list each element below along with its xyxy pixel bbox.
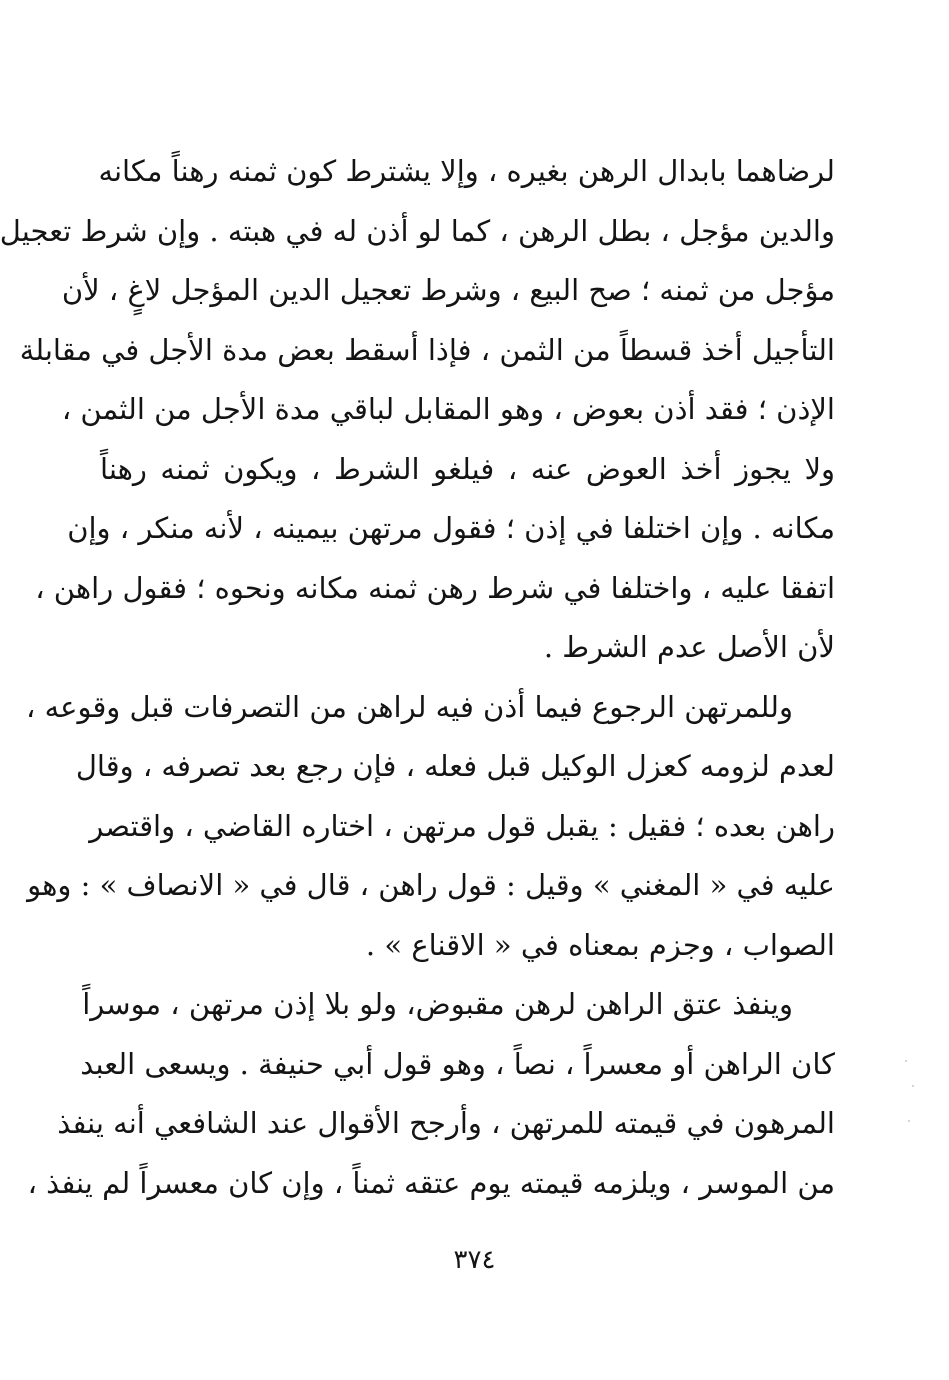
- text-line: والدين مؤجل ، بطل الرهن ، كما لو أذن له في هبته . وإن شرط تعجيل: [0, 213, 835, 248]
- text-line: الصواب ، وجزم بمعناه في « الاقناع » .: [365, 927, 835, 962]
- page-number: ٣٧٤: [453, 1245, 496, 1275]
- text-line: من الموسر ، ويلزمه قيمته يوم عتقه ثمناً ، وإن كان معسراً لم ينفذ ،: [27, 1165, 835, 1200]
- scan-speck: [908, 1120, 910, 1122]
- text-line: راهن بعده ؛ فقيل : يقبل قول مرتهن ، اختاره القاضي ، واقتصر: [89, 808, 835, 843]
- text-line: اتفقا عليه ، واختلفا في شرط رهن ثمنه مكانه ونحوه ؛ فقول راهن ،: [35, 570, 835, 605]
- text-line: لرضاهما بابدال الرهن بغيره ، وإلا يشترط كون ثمنه رهناً مكانه: [98, 154, 835, 188]
- scan-speck: [905, 1060, 907, 1062]
- text-line: لأن الأصل عدم الشرط .: [543, 630, 835, 664]
- text-line: وللمرتهن الرجوع فيما أذن فيه لراهن من التصرفات قبل وقوعه ،: [26, 689, 793, 724]
- text-line: التأجيل أخذ قسطاً من الثمن ، فإذا أسقط بعض مدة الأجل في مقابلة: [19, 332, 835, 367]
- text-line: وينفذ عتق الراهن لرهن مقبوض، ولو بلا إذن مرتهن ، موسراً: [82, 987, 793, 1021]
- text-line: مؤجل من ثمنه ؛ صح البيع ، وشرط تعجيل الدين المؤجل لاغٍ ، لأن: [61, 273, 835, 307]
- text-line: لعدم لزومه كعزل الوكيل قبل فعله ، فإن رجع بعد تصرفه ، وقال: [75, 749, 835, 783]
- text-line: مكانه . وإن اختلفا في إذن ؛ فقول مرتهن بيمينه ، لأنه منكر ، وإن: [67, 511, 835, 545]
- text-line: عليه في « المغني » وقيل : قول راهن ، قال في « الانصاف » : وهو: [27, 868, 835, 902]
- scan-speck: [912, 1085, 914, 1087]
- body-text: [0, 142, 835, 1213]
- text-line: كان الراهن أو معسراً ، نصاً ، وهو قول أبي حنيفة . ويسعى العبد: [80, 1046, 835, 1081]
- text-line: الإذن ؛ فقد أذن بعوض ، وهو المقابل لباقي مدة الأجل من الثمن ،: [61, 392, 835, 426]
- text-line: المرهون في قيمته للمرتهن ، وأرجح الأقوال عند الشافعي أنه ينفذ: [57, 1106, 835, 1140]
- text-line: ولا يجوز أخذ العوض عنه ، فيلغو الشرط ، ويكون ثمنه رهناً: [100, 451, 835, 486]
